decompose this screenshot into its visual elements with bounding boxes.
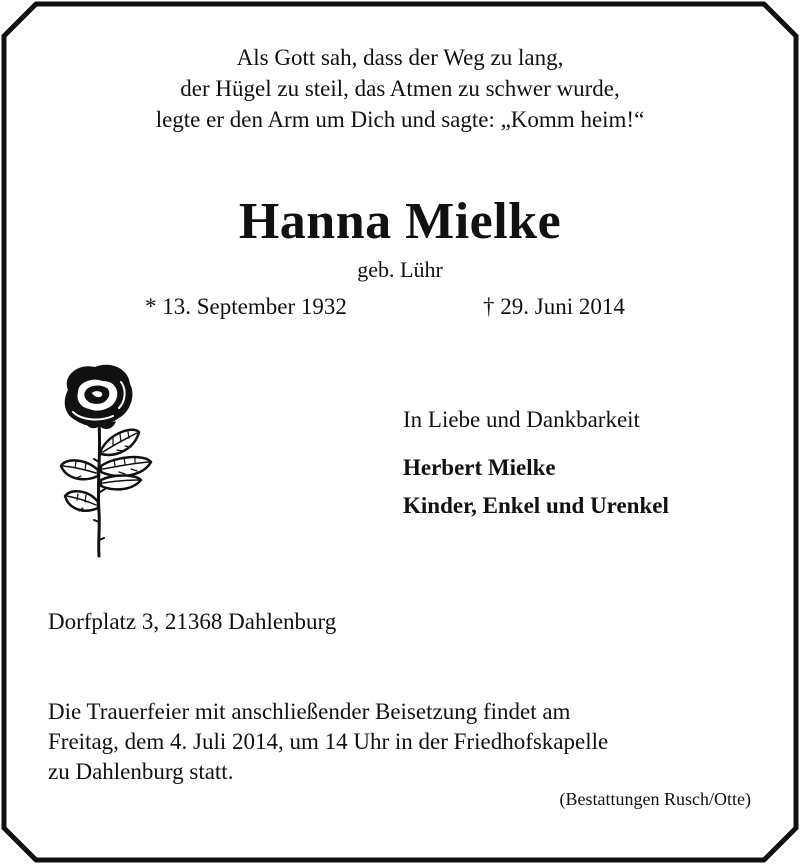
funeral-notice xyxy=(48,697,748,787)
death-date: † 29. Juni 2014 xyxy=(483,294,625,319)
deceased-name: Hanna Mielke xyxy=(238,193,562,250)
funeral-line: Die Trauerfeier mit anschließender Beisetzung findet am xyxy=(48,699,571,724)
birth-date: * 13. September 1932 xyxy=(145,294,347,319)
rose-icon xyxy=(55,362,160,562)
address: Dorfplatz 3, 21368 Dahlenburg xyxy=(48,609,337,634)
undertaker-credit: (Bestattungen Rusch/Otte) xyxy=(559,789,751,809)
signoff-text: In Liebe und Dankbarkeit xyxy=(403,407,640,432)
mourner-name: Kinder, Enkel und Urenkel xyxy=(403,493,669,518)
poem-line: Als Gott sah, dass der Weg zu lang, xyxy=(236,45,564,70)
mourner-name: Herbert Mielke xyxy=(403,455,556,480)
birth-name: geb. Lühr xyxy=(357,257,443,282)
poem xyxy=(0,42,800,135)
funeral-line: Freitag, dem 4. Juli 2014, um 14 Uhr in der Friedhofskapelle xyxy=(48,729,609,754)
poem-line: der Hügel zu steil, das Atmen zu schwer wurde, xyxy=(180,76,620,101)
poem-line: legte er den Arm um Dich und sagte: „Komm heim!“ xyxy=(155,107,645,132)
funeral-line: zu Dahlenburg statt. xyxy=(48,759,234,784)
